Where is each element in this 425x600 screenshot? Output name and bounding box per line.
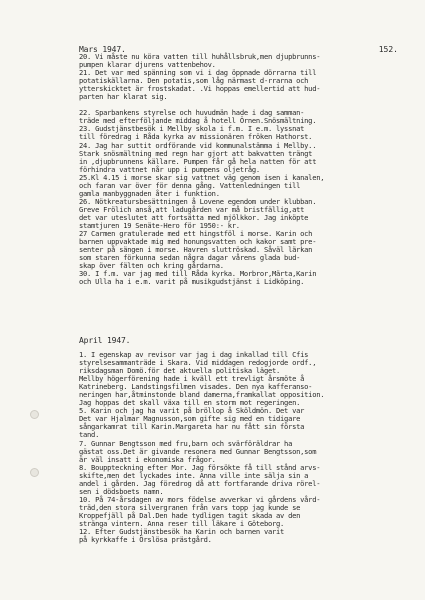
- april-entries: [79, 351, 409, 544]
- text-line: 27 Carmen gratulerade med ett hingstföl i morse. Karin och: [79, 229, 313, 239]
- text-line: andel i gården. Jag föredrog då att fortfarande driva rörel-: [79, 478, 321, 488]
- text-line: styrelsesammanträde i Skara. Vid middagen redogjorde ordf.,: [79, 358, 317, 368]
- text-line: och Ulla ha i e.m. varit på musikgudstjänst i Lidköping.: [79, 277, 305, 287]
- text-line: träd,den stora silvergranen från vars topp jag kunde se: [79, 502, 301, 512]
- text-line: 30. I f.m. var jag med till Råda kyrka. Morbror,Märta,Karin: [79, 269, 317, 279]
- text-line: Stark snösmältning med regn har gjort att bakvatten trängt: [79, 148, 313, 158]
- text-line: Det var Hjalmar Magnusson,som gifte sig med en tidigare: [79, 414, 301, 424]
- text-line: 20. Vi måste nu köra vatten till huhållsbruk,men djupbrunns-: [79, 52, 321, 61]
- text-line: 25.Kl 4.15 i morse skar sig vattnet väg genom isen i kanalen,: [79, 172, 325, 182]
- text-line: barnen uppvaktade mig med honungsvatten och kakor samt pre-: [79, 237, 317, 247]
- text-line: 12. Efter Gudstjänstbesök ha Karin och barnen varit: [79, 527, 285, 537]
- text-line: tand.: [79, 430, 100, 440]
- text-line: ytterskicktet är frostskadat. .Vi hoppas emellertid att hud-: [79, 84, 321, 94]
- text-line: är väl insatt i ekonomiska frågor.: [79, 454, 216, 464]
- text-line: skap över fälten och kring gårdarna.: [79, 261, 224, 271]
- text-line: på kyrkkaffe i Örslösa prästgård.: [79, 535, 212, 545]
- text-line: senter på sängen i morse. Havren sluttröskad. Såväl lärkan: [79, 245, 313, 255]
- text-line: sångarkamrat till Karin.Margareta har nu fått sin första: [79, 422, 305, 432]
- march-entries: [79, 53, 409, 286]
- text-line: 5. Karin och jag ha varit på bröllop å Sköldmön. Det var: [79, 406, 305, 416]
- text-line: neringen har,åtminstonde bland damerna,framkallat opposition.: [79, 390, 325, 400]
- text-line: 24. Jag har suttit ordförande vid kommunalstämma i Mellby..: [79, 140, 317, 150]
- heading-april: April 1947.: [79, 336, 131, 345]
- heading-march: Mars 1947.: [79, 45, 126, 54]
- text-line: parten har klarat sig.: [79, 92, 168, 102]
- text-line: det var uteslutet att fortsätta med mjölkkor. Jag inköpte: [79, 212, 309, 222]
- text-line: stamtjuren 19 Senäte-Hero för 1950:- kr.: [79, 220, 240, 230]
- text-line: 8. Bouppteckning efter Mor. Jag försökte få till stånd arvs-: [79, 462, 321, 472]
- text-line: Kroppefjäll på Dal.Den hade tydligen tagit skada av den: [79, 510, 301, 520]
- text-line: 7. Gunnar Bengtsson med fru,barn och svärföräldrar ha: [79, 438, 293, 448]
- text-line: och faran var över för denna gång. Vattenledningen till: [79, 180, 301, 190]
- text-line: in ,djupbrunnens källare. Pumpen får gå hela natten för att: [79, 156, 317, 166]
- text-line: pumpen klarar djurens vattenbehov.: [79, 60, 216, 70]
- text-line: 10. På 74-årsdagen av mors födelse avverkar vi gårdens vård-: [79, 494, 321, 504]
- text-line: skifte,men det lyckades inte. Anna ville inte sälja sin a: [79, 470, 309, 480]
- text-line: 26. Nötkreatursbesättningen å Lovene egendom under klubban.: [79, 196, 317, 206]
- text-line: 21. Det var med spänning som vi i dag öppnade dörrarna till: [79, 68, 317, 78]
- text-line: som staren förkunna sedan några dagar vårens glada bud-: [79, 253, 301, 263]
- text-line: 1. I egenskap av revisor var jag i dag inkallad till Cfis: [79, 350, 309, 359]
- text-line: gästat oss.Det är givande resonera med Gunnar Bengtsson,som: [79, 446, 317, 456]
- binder-hole: [30, 468, 39, 477]
- text-line: 23. Gudstjänstbesök i Mellby skola i f.m. I e.m. lyssnat: [79, 124, 305, 134]
- binder-hole: [30, 410, 39, 419]
- text-line: träde med efterföljande middag å hotell Örnen.Snösmältning.: [79, 116, 317, 126]
- text-line: Jag hoppas det skall växa till en storm mot regeringen.: [79, 398, 301, 408]
- text-line: Katrineberg. Landstingsfilmen visades. Den nya kafferanso-: [79, 382, 313, 392]
- text-line: stränga vintern. Anna reser till läkare i Göteborg.: [79, 518, 285, 528]
- text-line: sen i dödsboets namn.: [79, 486, 164, 496]
- text-line: Mellby högerförening hade i kväll ett trevligt årsmöte å: [79, 374, 305, 384]
- text-line: Greve Frölich anså,att ladugården var må bristfällig,att: [79, 204, 305, 214]
- text-line: gamla manbyggnaden åter i funktion.: [79, 188, 220, 198]
- text-line: 22. Sparbankens styrelse och huvudmän hade i dag samman-: [79, 108, 305, 118]
- text-line: till föredrag i Råda kyrka av missionären fröken Hathorst.: [79, 132, 313, 142]
- page-number: 152.: [378, 45, 398, 54]
- text-line: förhindra vattnet når upp i pumpens oljetråg.: [79, 164, 260, 174]
- text-line: potatiskällarna. Den potatis,som låg närmast d-rrarna och: [79, 76, 309, 86]
- text-line: riksdagsman Domö.för det aktuella politiska läget.: [79, 366, 281, 376]
